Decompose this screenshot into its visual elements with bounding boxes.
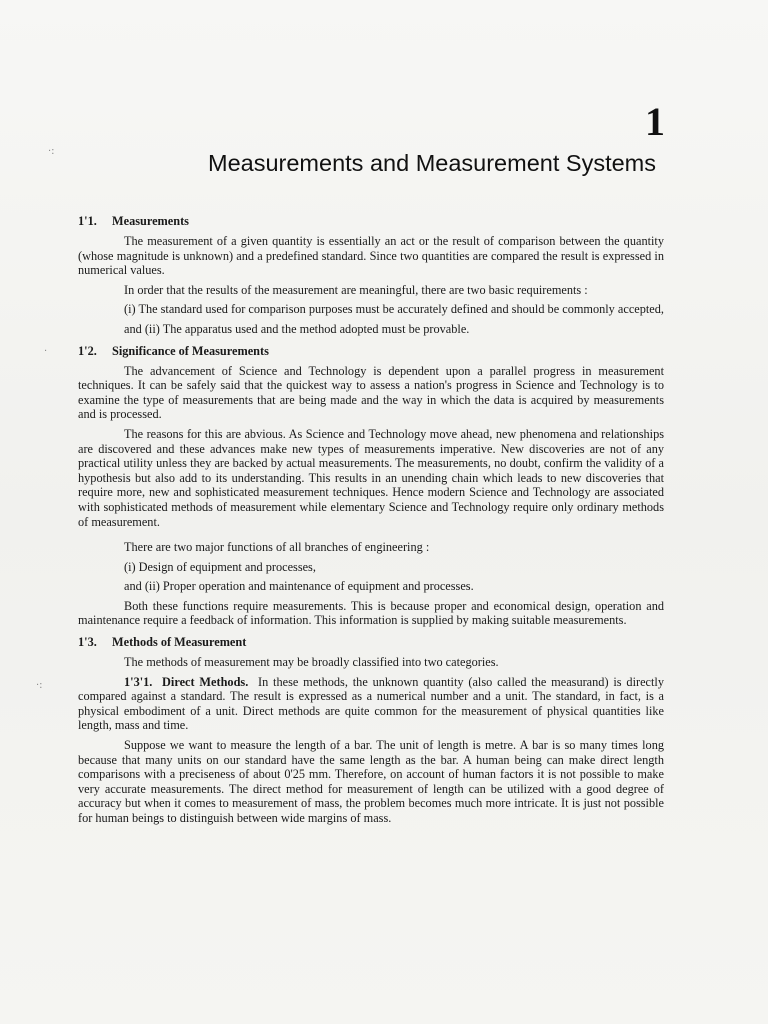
subsection-number: 1'3'1.: [124, 674, 153, 689]
section-number: 1'1.: [78, 214, 97, 228]
paragraph: In order that the results of the measurement are meaningful, there are two basic requirements :: [124, 282, 588, 297]
section-heading: [78, 343, 664, 360]
section-number: 1'3.: [78, 635, 97, 650]
paragraph: The reasons for this are abvious. As Science and Technology move ahead, new phenomena and relationships are discovered and these advances make new types of measurements imperative. New discoveries are not of any practical utility unless they are backed by actual measurements. The measurements, no doubt, confirm the validity of a hypothesis but also add to its understanding. This results in an unending chain which leads to new discoveries that require more, new and sophisticated measurement techniques. Hence modern Science and Technology are associated with sophisticated methods of measurement while elementary Science and Technology require only ordinary methods of measurement.: [78, 426, 664, 529]
section-heading: [78, 213, 664, 230]
chapter-title: Measurements and Measurement Systems: [208, 150, 656, 176]
list-item: (i) The standard used for comparison purposes must be accurately defined and should be commonly accepted,: [124, 302, 664, 317]
section-heading: [78, 634, 664, 651]
scan-speck: ·:: [48, 146, 55, 157]
paragraph: There are two major functions of all branches of engineering :: [124, 540, 430, 555]
list-item: and (ii) The apparatus used and the method adopted must be provable.: [124, 321, 470, 336]
list-item: and (ii) Proper operation and maintenance of equipment and processes.: [124, 579, 474, 594]
paragraph-text: In these methods, the unknown quantity (also called the measurand) is directly compared against a standard. The result is expressed as a numerical number and a unit. The standard, in fact, is a physical embodiment of a unit. Direct methods are quite common for the measurement of physical quantities like length, mass and time.: [78, 674, 664, 733]
paragraph: Both these functions require measurements. This is because proper and economical design, operation and maintenance require a feedback of information. This information is supplied by making suitable measurements.: [78, 598, 664, 628]
scan-speck: ·: [44, 346, 48, 357]
section-number: 1'2.: [78, 343, 97, 358]
paragraph: Suppose we want to measure the length of a bar. The unit of length is metre. A bar is so many times long because that many units on our standard have the same length as the bar. A human being can make direct length comparisons with a preciseness of about 0'25 mm. Therefore, on account of human factors it is not possible to make very accurate measurements. The direct method for measurement of length can be utilized with a good degree of accuracy but when it comes to measurement of mass, the problem becomes much more intricate. It is just not possible for human beings to distinguish between wide margins of mass.: [78, 738, 664, 825]
paragraph: [78, 675, 664, 733]
paragraph: The measurement of a given quantity is essentially an act or the result of comparison between the quantity (whose magnitude is unknown) and a predefined standard. Since two quantities are compared the result is expressed in numerical values.: [78, 234, 664, 278]
section-title: Methods of Measurement: [112, 635, 247, 650]
subsection-title: Direct Methods.: [162, 674, 249, 689]
chapter-number: 1: [645, 99, 664, 144]
document-body: [78, 213, 664, 826]
section-title: Significance of Measurements: [112, 343, 269, 358]
section-title: Measurements: [112, 214, 189, 228]
paragraph: The advancement of Science and Technology is dependent upon a parallel progress in measurement techniques. It can be safely said that the quickest way to assess a nation's progress in Science and Technology is to examine the type of measurements that are being made and the way in which the data is acquired by measurements and is processed.: [78, 363, 664, 422]
list-item: (i) Design of equipment and processes,: [124, 559, 316, 574]
paragraph: The methods of measurement may be broadly classified into two categories.: [124, 655, 499, 670]
scan-speck: ·:: [36, 680, 43, 691]
